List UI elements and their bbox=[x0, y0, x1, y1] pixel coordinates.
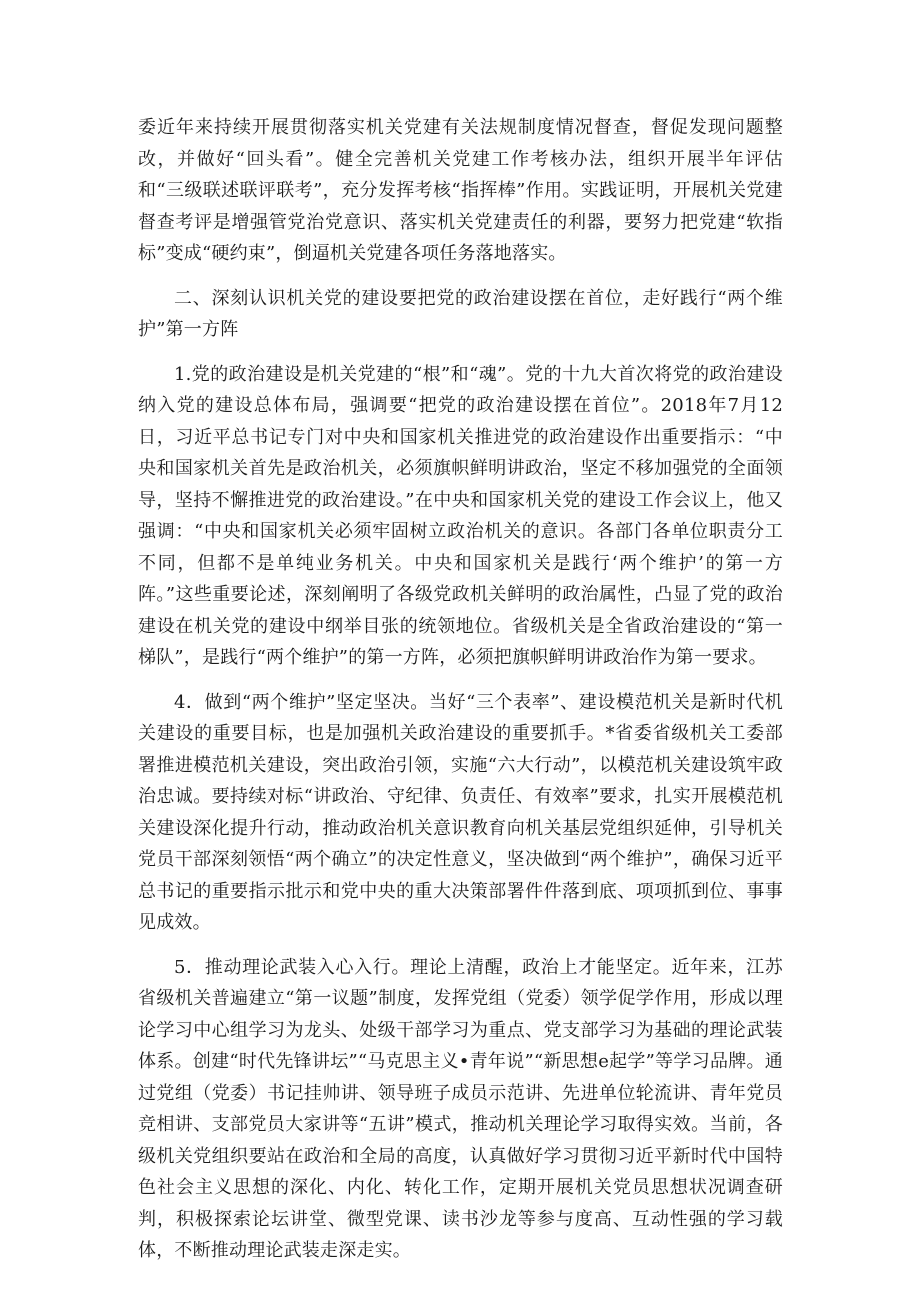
section-heading: 二、深刻认识机关党的建设要把党的政治建设摆在首位，走好践行“两个维护”第一方阵 bbox=[138, 287, 783, 340]
paragraph-point-5: 5．推动理论武装入心入行。理论上清醒，政治上才能坚定。近年来，江苏省级机关普遍建立“第一议题”制度，发挥党组（党委）领学促学作用，形成以理论学习中心组学习为龙头、处级干部学习为重点、党支部学习为基础的理论武装体系。创建“时代先锋讲坛”“马克思主义•青年说”“新思想e起学”等学习品牌。通过党组（党委）书记挂帅讲、领导班子成员示范讲、先进单位轮流讲、青年党员竞相讲、支部党员大家讲等“五讲”模式，推动机关理论学习取得实效。当前，各级机关党组织要站在政治和全局的高度，认真做好学习贯彻习近平新时代中国特色社会主义思想的深化、内化、转化工作，定期开展机关党员思想状况调查研判，积极探索论坛讲堂、微型党课、读书沙龙等参与度高、互动性强的学习载体，不断推动理论武装走深走实。 bbox=[138, 956, 783, 1261]
document-body bbox=[138, 112, 783, 1280]
paragraph-point-4: 4．做到“两个维护”坚定坚决。当好“三个表率”、建设模范机关是新时代机关建设的重要目标，也是加强机关政治建设的重要抓手。*省委省级机关工委部署推进模范机关建设，突出政治引领，实施“六大行动”，以模范机关建设筑牢政治忠诚。要持续对标“讲政治、守纪律、负责任、有效率”要求，扎实开展模范机关建设深化提升行动，推动政治机关意识教育向机关基层党组织延伸，引导机关党员干部深刻领悟“两个确立”的决定性意义，坚决做到“两个维护”，确保习近平总书记的重要指示批示和党中央的重大决策部署件件落到底、项项抓到位、事事见成效。 bbox=[138, 691, 783, 933]
paragraph-continuation: 委近年来持续开展贯彻落实机关党建有关法规制度情况督查，督促发现问题整改，并做好“回头看”。健全完善机关党建工作考核办法，组织开展半年评估和“三级联述联评联考”，充分发挥考核“指挥棒”作用。实践证明，开展机关党建督查考评是增强管党治党意识、落实机关党建责任的利器，要努力把党建“软指标”变成“硬约束”，倒逼机关党建各项任务落地落实。 bbox=[138, 117, 783, 264]
paragraph-point-1: 1.党的政治建设是机关党建的“根”和“魂”。党的十九大首次将党的政治建设纳入党的建设总体布局，强调要“把党的政治建设摆在首位”。2018年7月12日，习近平总书记专门对中央和国家机关推进党的政治建设作出重要指示：“中央和国家机关首先是政治机关，必须旗帜鲜明讲政治，坚定不移加强党的全面领导，坚持不懈推进党的政治建设。”在中央和国家机关党的建设工作会议上，他又强调：“中央和国家机关必须牢固树立政治机关的意识。各部门各单位职责分工不同，但都不是单纯业务机关。中央和国家机关是践行‘两个维护’的第一方阵。”这些重要论述，深刻阐明了各级党政机关鲜明的政治属性，凸显了党的政治建设在机关党的建设中纲举目张的统领地位。省级机关是全省政治建设的“第一梯队”，是践行“两个维护”的第一方阵，必须把旗帜鲜明讲政治作为第一要求。 bbox=[138, 363, 783, 668]
